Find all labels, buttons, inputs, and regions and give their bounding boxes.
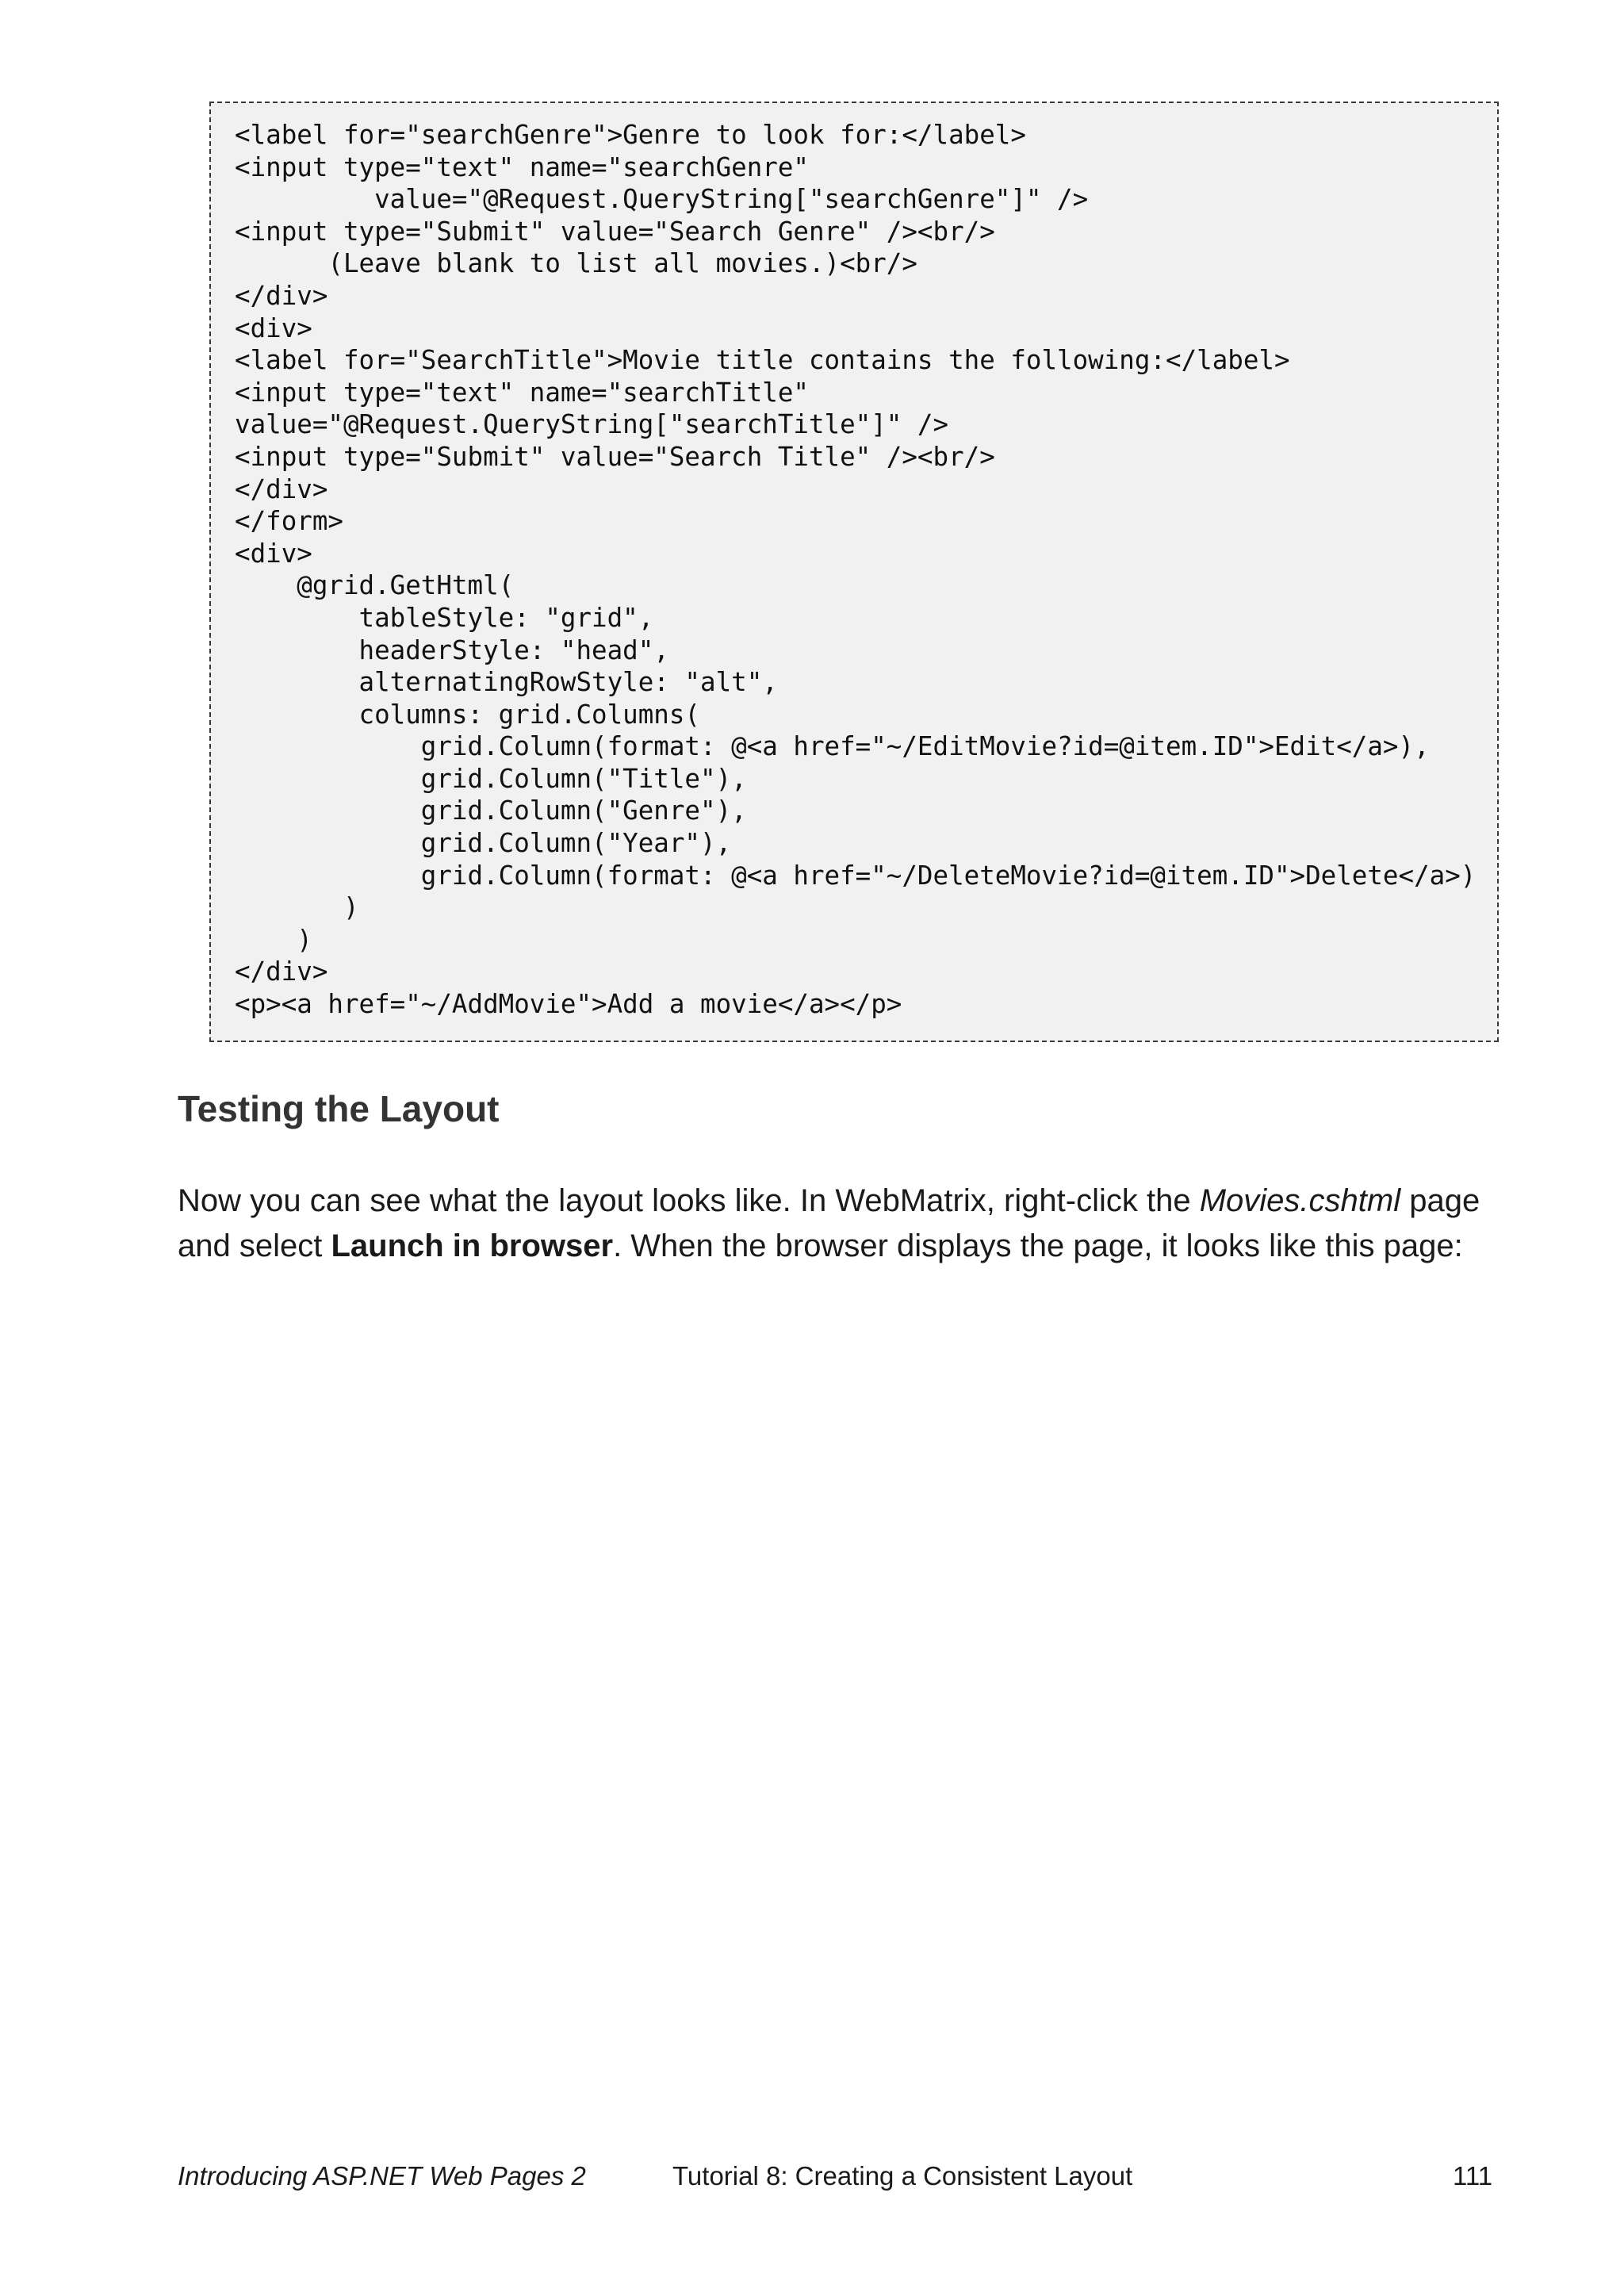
code-line: <input type="Submit" value="Search Title" /><br/> <box>235 441 995 472</box>
code-line: <input type="text" name="searchTitle" <box>235 377 809 408</box>
code-line: <div> <box>235 538 312 569</box>
code-line: </div> <box>235 473 328 504</box>
code-line: grid.Column("Title"), <box>235 763 747 794</box>
code-line: @grid.GetHtml( <box>235 570 515 601</box>
code-line: </form> <box>235 506 343 537</box>
code-line: tableStyle: "grid", <box>235 602 654 633</box>
code-line: alternatingRowStyle: "alt", <box>235 667 778 698</box>
footer-page-number: 111 <box>1453 2161 1493 2191</box>
code-line: grid.Column("Year"), <box>235 828 732 859</box>
code-line: grid.Column(format: @<a href="~/DeleteMovie?id=@item.ID">Delete</a>) <box>235 860 1477 891</box>
code-line: <label for="SearchTitle">Movie title contains the following:</label> <box>235 345 1290 376</box>
code-block <box>209 102 1499 1042</box>
code-line: ) <box>235 892 359 923</box>
footer-chapter: Tutorial 8: Creating a Consistent Layout <box>672 2161 1133 2191</box>
code-line: columns: grid.Columns( <box>235 699 700 730</box>
para-text: Now you can see what the layout looks like. In WebMatrix, right-click the <box>178 1183 1200 1218</box>
code-line: (Leave blank to list all movies.)<br/> <box>235 248 917 279</box>
section-heading: Testing the Layout <box>178 1088 500 1129</box>
code-line: </div> <box>235 280 328 311</box>
code-line: grid.Column(format: @<a href="~/EditMovie?id=@item.ID">Edit</a>), <box>235 731 1430 762</box>
code-line: grid.Column("Genre"), <box>235 795 747 826</box>
code-line: <div> <box>235 312 312 343</box>
code-line: value="@Request.QueryString["searchGenre"]" /> <box>235 184 1089 215</box>
code-line: headerStyle: "head", <box>235 634 669 665</box>
code-line: </div> <box>235 956 328 987</box>
code-line: ) <box>235 924 312 955</box>
code-line: <p><a href="~/AddMovie">Add a movie</a></p> <box>235 989 902 1020</box>
code-line: value="@Request.QueryString["searchTitle"]" /> <box>235 409 949 440</box>
footer-book-title: Introducing ASP.NET Web Pages 2 <box>178 2161 586 2191</box>
command-name: Launch in browser <box>331 1228 614 1263</box>
code-line: <input type="text" name="searchGenre" <box>235 151 809 182</box>
code-line: <label for="searchGenre">Genre to look for:</label> <box>235 120 1026 150</box>
file-name: Movies.cshtml <box>1199 1183 1401 1218</box>
para-text: . When the browser displays the page, it looks like this page: <box>613 1228 1463 1263</box>
body-paragraph <box>178 1179 1526 1269</box>
para-text: page and select <box>178 1183 1480 1263</box>
code-line: <input type="Submit" value="Search Genre" /><br/> <box>235 216 995 247</box>
